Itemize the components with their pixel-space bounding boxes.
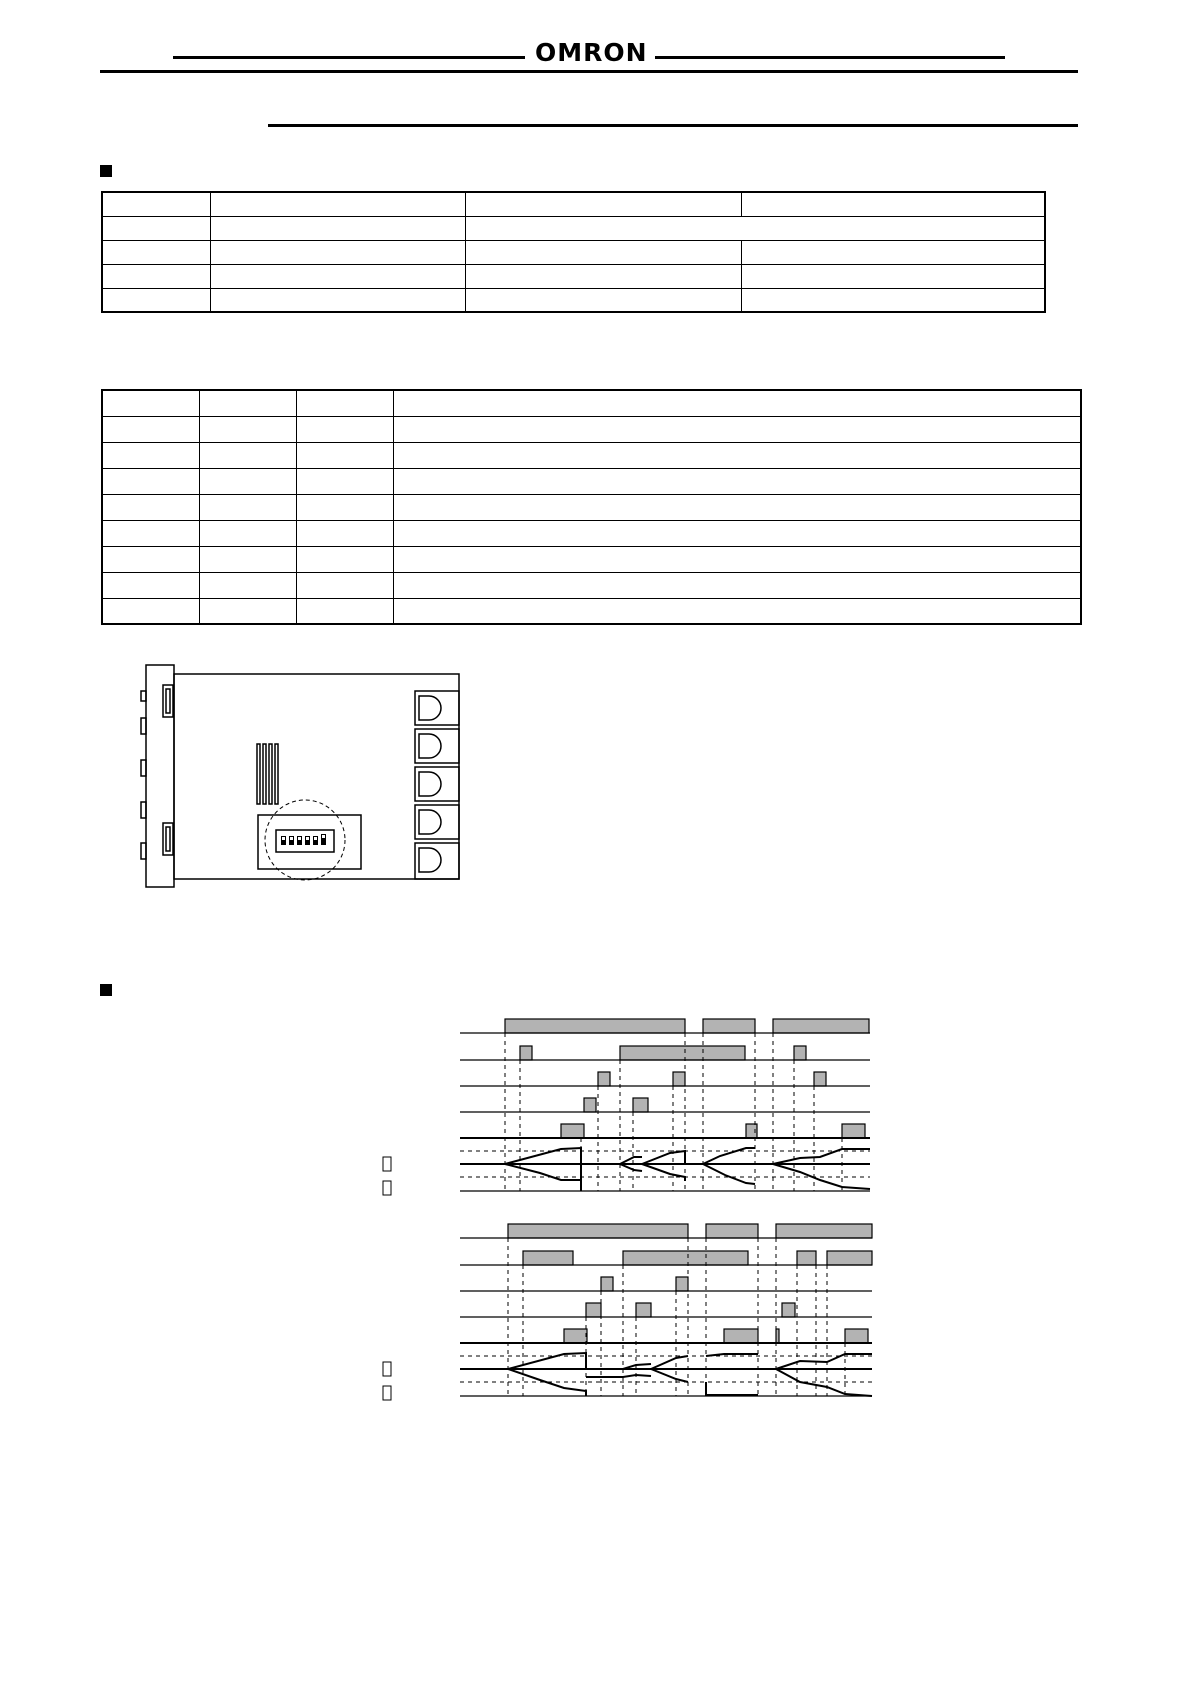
- table-row: [102, 288, 1045, 312]
- table-cell: [102, 192, 210, 216]
- table-cell: [741, 192, 1045, 216]
- table-row: [102, 442, 1081, 468]
- table-cell: [465, 288, 741, 312]
- table-cell: [102, 416, 199, 442]
- timing-pulse: [505, 1019, 685, 1033]
- signal-marker: [383, 1386, 391, 1400]
- table-cell: [741, 264, 1045, 288]
- timing-pulse: [508, 1224, 688, 1238]
- table-cell: [102, 546, 199, 572]
- timing-pulse: [623, 1251, 748, 1265]
- timing-pulse: [797, 1251, 816, 1265]
- table-cell: [296, 468, 393, 494]
- table-cell: [393, 416, 1081, 442]
- table-row: [102, 264, 1045, 288]
- spec-table-1: [101, 191, 1046, 313]
- timing-pulse: [814, 1072, 826, 1086]
- table-row: [102, 546, 1081, 572]
- header-rule-left: [173, 56, 525, 59]
- timing-pulse: [782, 1303, 795, 1317]
- table-cell: [199, 520, 296, 546]
- table-cell: [102, 520, 199, 546]
- timing-pulse: [520, 1046, 532, 1060]
- jumper-bar: [269, 744, 272, 804]
- table-row: [102, 468, 1081, 494]
- side-tab: [141, 718, 146, 734]
- section-bullet-2: [100, 984, 112, 996]
- timing-pulse: [620, 1046, 745, 1060]
- table-cell: [102, 288, 210, 312]
- side-tab: [141, 802, 146, 818]
- table-cell: [393, 520, 1081, 546]
- timing-pulse: [673, 1072, 685, 1086]
- timing-pulse: [676, 1277, 688, 1291]
- table-cell: [102, 216, 210, 240]
- spec-table-2: [101, 389, 1082, 625]
- table-cell: [465, 240, 741, 264]
- header-underline: [100, 70, 1078, 73]
- table-cell: [296, 598, 393, 624]
- table-row: [102, 494, 1081, 520]
- table-cell: [296, 494, 393, 520]
- table-cell: [465, 192, 741, 216]
- timing-pulse: [584, 1098, 596, 1112]
- timing-pulse: [827, 1251, 872, 1265]
- table-cell: [393, 442, 1081, 468]
- omron-logo: OMRON: [535, 38, 648, 67]
- header-rule-right: [655, 56, 1005, 59]
- table-row: [102, 390, 1081, 416]
- signal-marker: [383, 1157, 391, 1171]
- timing-pulse: [794, 1046, 806, 1060]
- terminal-block: [415, 767, 459, 801]
- table-cell: [465, 264, 741, 288]
- table-row: [102, 520, 1081, 546]
- terminal-block: [415, 843, 459, 879]
- table-row: [102, 572, 1081, 598]
- table-row: [102, 216, 1045, 240]
- terminal-block: [415, 805, 459, 839]
- table-cell: [296, 390, 393, 416]
- timing-pulse: [561, 1124, 584, 1138]
- pcb-board: [174, 674, 459, 879]
- jumper-bar: [263, 744, 266, 804]
- timing-pulse: [845, 1329, 868, 1343]
- table-cell: [296, 572, 393, 598]
- table-cell: [393, 390, 1081, 416]
- table-cell: [393, 598, 1081, 624]
- table-cell: [296, 416, 393, 442]
- table-cell: [210, 240, 465, 264]
- connector-slot: [166, 827, 170, 851]
- section-bullet-1: [100, 165, 112, 177]
- device-board-drawing: [130, 655, 470, 895]
- timing-pulse: [601, 1277, 613, 1291]
- table-cell: [393, 494, 1081, 520]
- side-tab: [141, 760, 146, 776]
- table-cell: [296, 520, 393, 546]
- connector-slot: [163, 823, 173, 855]
- table-cell: [199, 390, 296, 416]
- timing-pulse: [633, 1098, 648, 1112]
- timing-pulse: [776, 1224, 872, 1238]
- side-tab: [141, 843, 146, 859]
- table-cell: [199, 416, 296, 442]
- table-cell: [199, 546, 296, 572]
- table-cell: [741, 240, 1045, 264]
- table-cell: [393, 546, 1081, 572]
- table-cell: [199, 572, 296, 598]
- table-cell: [210, 216, 465, 240]
- table-cell: [210, 192, 465, 216]
- side-tab: [141, 691, 146, 701]
- table-cell: [296, 442, 393, 468]
- table-cell: [102, 494, 199, 520]
- timing-pulse: [703, 1019, 755, 1033]
- timing-pulse: [724, 1329, 758, 1343]
- table-cell: [296, 546, 393, 572]
- timing-pulse: [773, 1019, 869, 1033]
- table-cell: [102, 572, 199, 598]
- timing-pulse: [564, 1329, 587, 1343]
- section-title-rule: [268, 124, 1078, 127]
- connector-slot: [163, 685, 173, 717]
- signal-marker: [383, 1181, 391, 1195]
- table-cell: [102, 598, 199, 624]
- table-cell: [102, 264, 210, 288]
- table-cell: [210, 264, 465, 288]
- timing-pulse: [706, 1224, 758, 1238]
- timing-pulse: [586, 1303, 601, 1317]
- table-cell: [199, 494, 296, 520]
- timing-chart-a: [380, 1015, 880, 1205]
- table-cell: [102, 442, 199, 468]
- timing-pulse: [636, 1303, 651, 1317]
- timing-pulse: [598, 1072, 610, 1086]
- table-cell: [102, 240, 210, 264]
- table-cell: [102, 390, 199, 416]
- table-cell: [393, 468, 1081, 494]
- table-row: [102, 598, 1081, 624]
- table-cell: [199, 598, 296, 624]
- timing-chart-b: [380, 1220, 880, 1410]
- table-cell: [199, 442, 296, 468]
- table-cell: [199, 468, 296, 494]
- table-row: [102, 192, 1045, 216]
- table-cell: [210, 288, 465, 312]
- table-cell: [393, 572, 1081, 598]
- jumper-bar: [257, 744, 260, 804]
- table-cell: [102, 468, 199, 494]
- terminal-block: [415, 729, 459, 763]
- timing-pulse: [523, 1251, 573, 1265]
- table-cell-merged: [465, 216, 1045, 240]
- table-row: [102, 240, 1045, 264]
- jumper-bar: [275, 744, 278, 804]
- connector-slot: [166, 689, 170, 713]
- table-row: [102, 416, 1081, 442]
- timing-pulse: [842, 1124, 865, 1138]
- terminal-block: [415, 691, 459, 725]
- signal-marker: [383, 1362, 391, 1376]
- table-cell: [741, 288, 1045, 312]
